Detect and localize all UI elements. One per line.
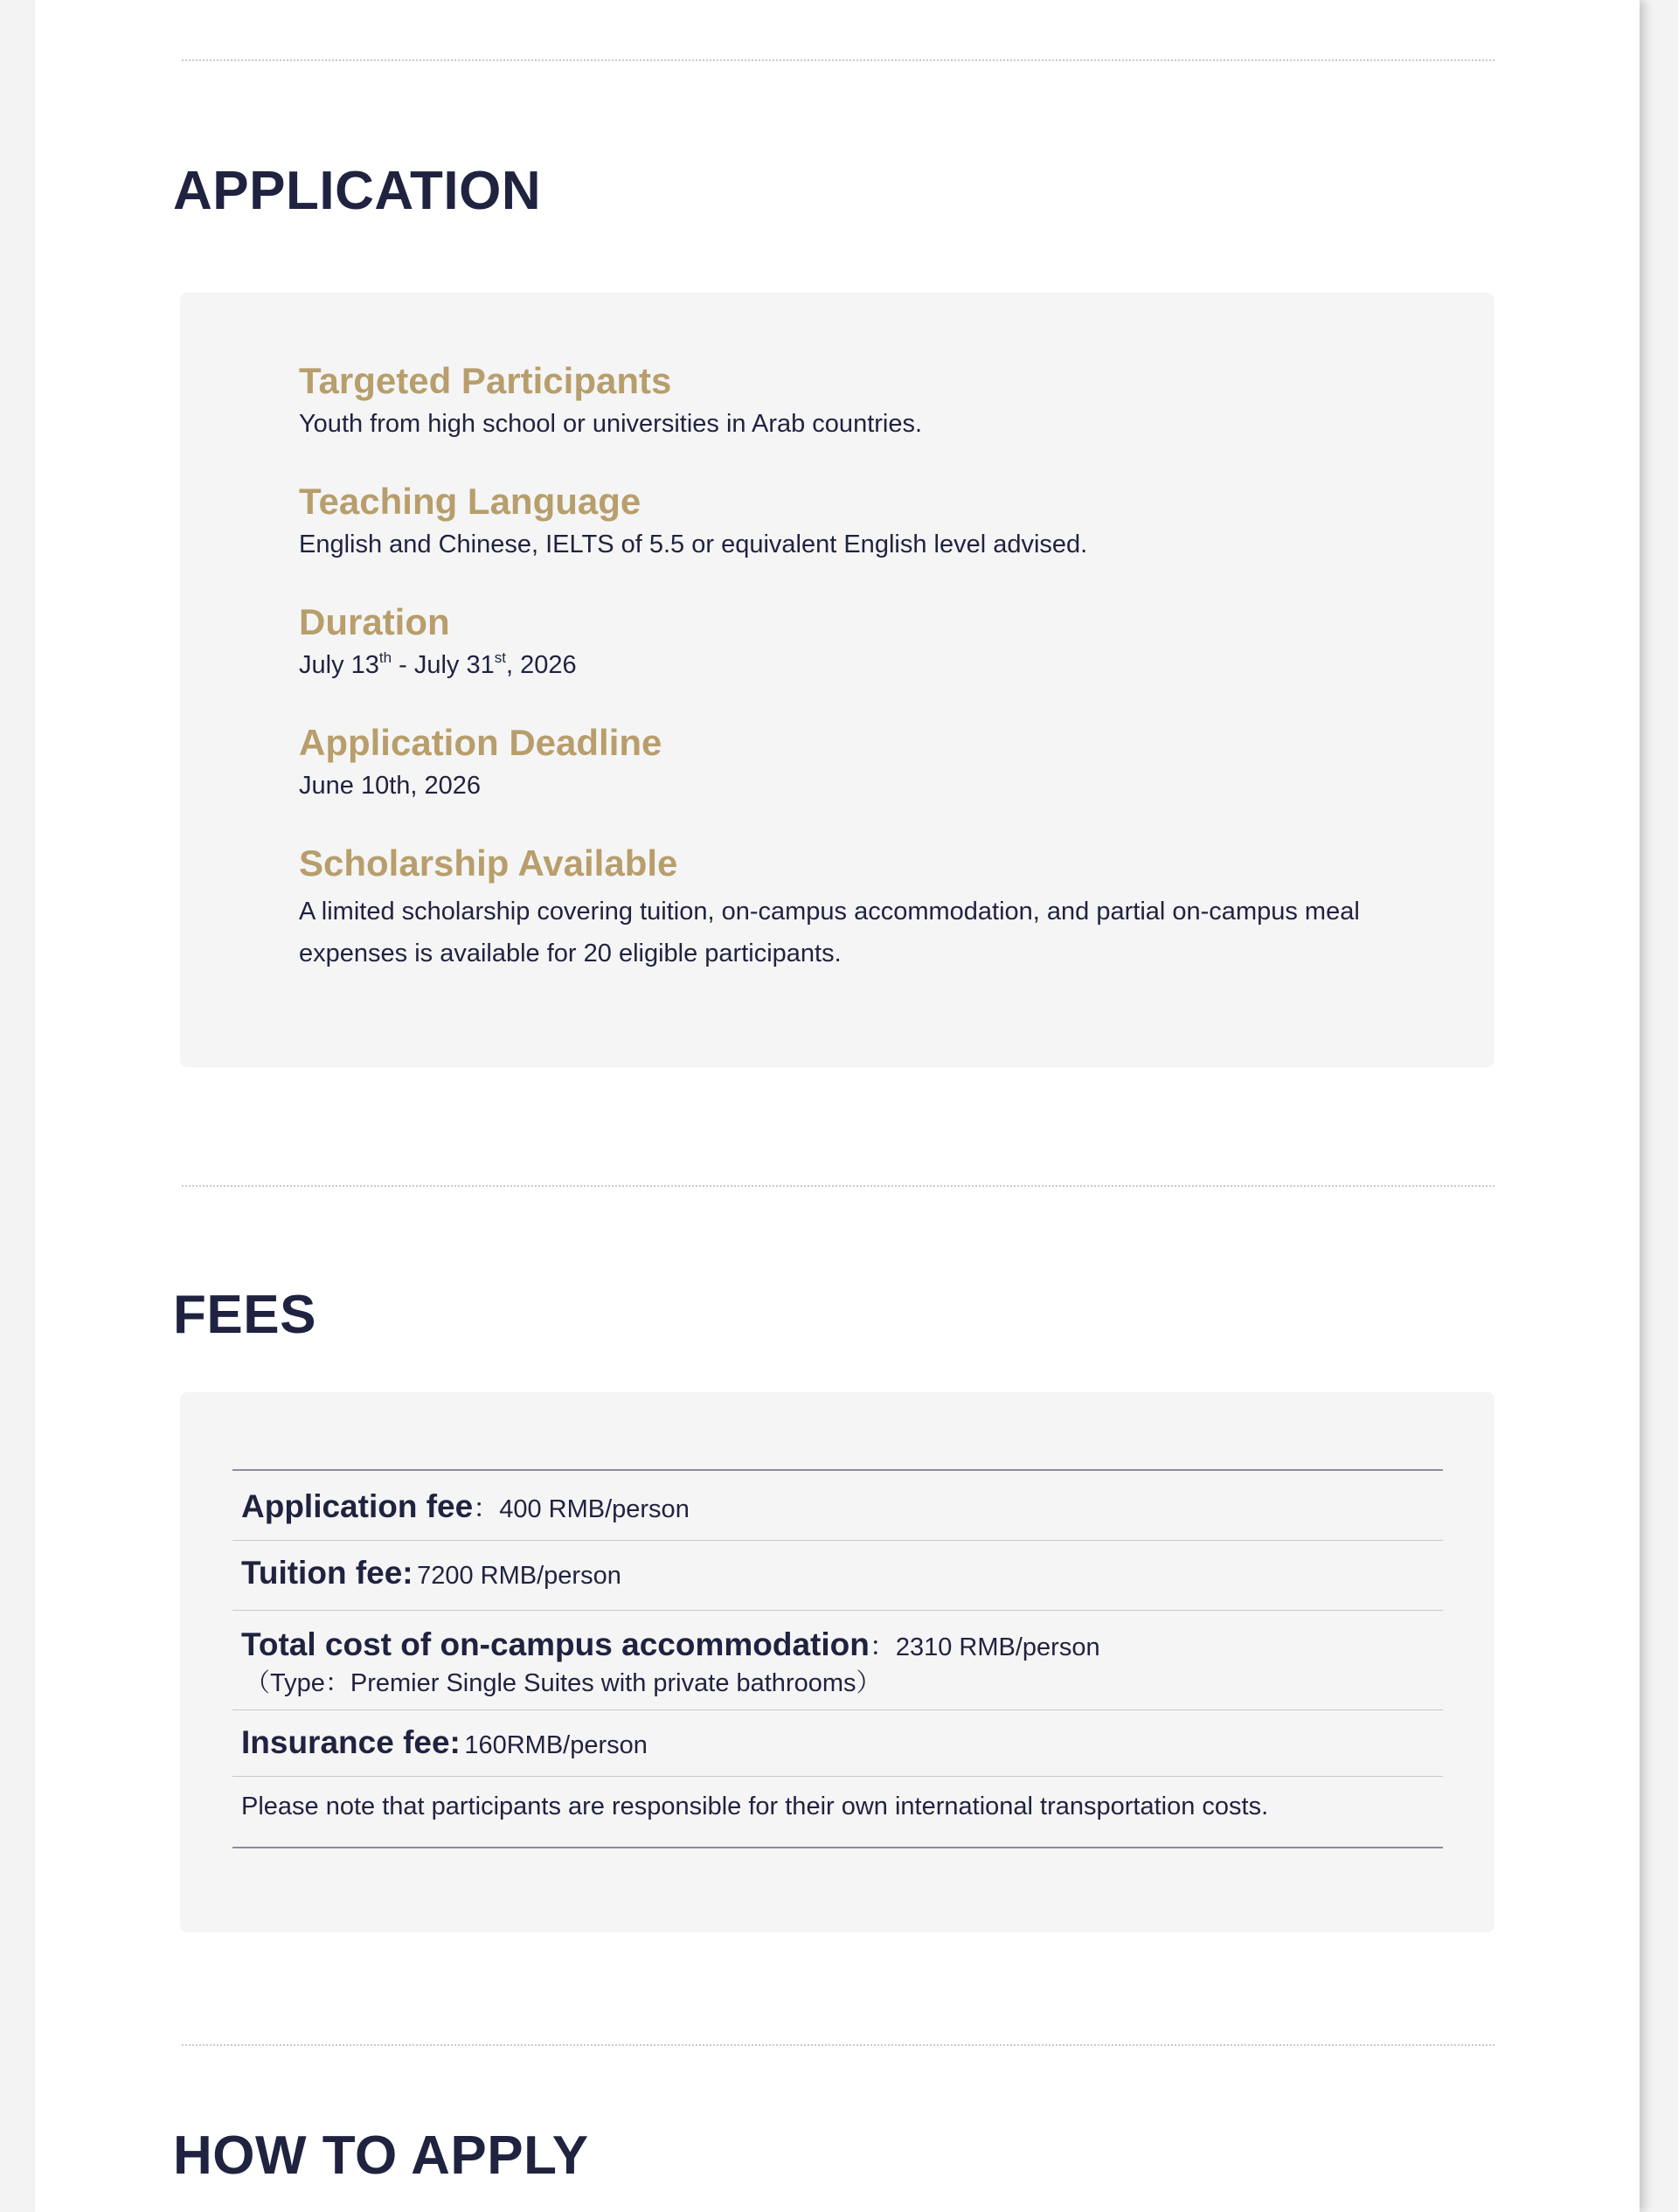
accommodation-type-note: （Type：Premier Single Suites with private bathrooms） [245,1669,882,1697]
duration-start-date: July 13 [299,651,379,680]
section-divider [182,1185,1494,1187]
insurance-fee-value: 160RMB/person [464,1731,648,1759]
accommodation-fee-label: Total cost of on-campus accommodation [241,1626,870,1662]
page-content [35,0,1640,2212]
accommodation-fee-separator: ： [869,1633,896,1661]
fees-table [232,1469,1443,1848]
application-section-title: APPLICATION [173,161,542,221]
how-to-apply-section-title: HOW TO APPLY [173,2125,589,2186]
scholarship-heading: Scholarship Available [299,843,678,884]
application-fee-value: 400 RMB/person [499,1495,690,1523]
scholarship-text: A limited scholarship covering tuition, on-campus accommodation, and partial on-campus meal expenses is available for 20 eligible participants. [299,898,1360,968]
fees-card [180,1392,1494,1932]
fees-section-title: FEES [173,1285,316,1345]
application-info-card [180,293,1494,1067]
application-fee-label: Application fee [241,1488,474,1524]
teaching-language-text: English and Chinese, IELTS of 5.5 or equivalent English level advised. [299,530,1088,559]
duration-heading: Duration [299,601,450,642]
duration-end-date: - July 31 [392,651,495,680]
fee-row-application [232,1471,1443,1541]
targeted-participants-heading: Targeted Participants [299,360,672,401]
tuition-fee-value: 7200 RMB/person [417,1562,621,1590]
duration-end-ordinal: st [494,649,506,667]
teaching-language-heading: Teaching Language [299,481,641,522]
fee-row-tuition [232,1541,1443,1611]
teaching-language-item [299,482,1365,565]
duration-text [299,644,1365,686]
fee-row-insurance [232,1710,1443,1777]
application-deadline-text: June 10th, 2026 [299,772,482,801]
section-divider [182,2044,1494,2046]
section-divider [182,59,1494,61]
application-deadline-heading: Application Deadline [299,722,662,763]
transportation-note: Please note that participants are responsible for their own international transportation costs. [241,1792,1269,1820]
targeted-participants-text: Youth from high school or universities in Arab countries. [299,410,923,439]
fee-row-transport-note [232,1777,1443,1847]
application-fee-separator: ： [473,1494,500,1523]
insurance-fee-label: Insurance fee: [241,1724,461,1760]
tuition-fee-label: Tuition fee: [241,1555,413,1591]
duration-year: , 2026 [505,651,577,680]
targeted-participants-item [299,361,1365,445]
accommodation-fee-value: 2310 RMB/person [895,1633,1100,1661]
scholarship-item [299,843,1365,974]
duration-start-ordinal: th [378,649,392,667]
fee-row-accommodation [232,1611,1443,1710]
application-deadline-item [299,723,1365,807]
duration-item [299,602,1365,686]
